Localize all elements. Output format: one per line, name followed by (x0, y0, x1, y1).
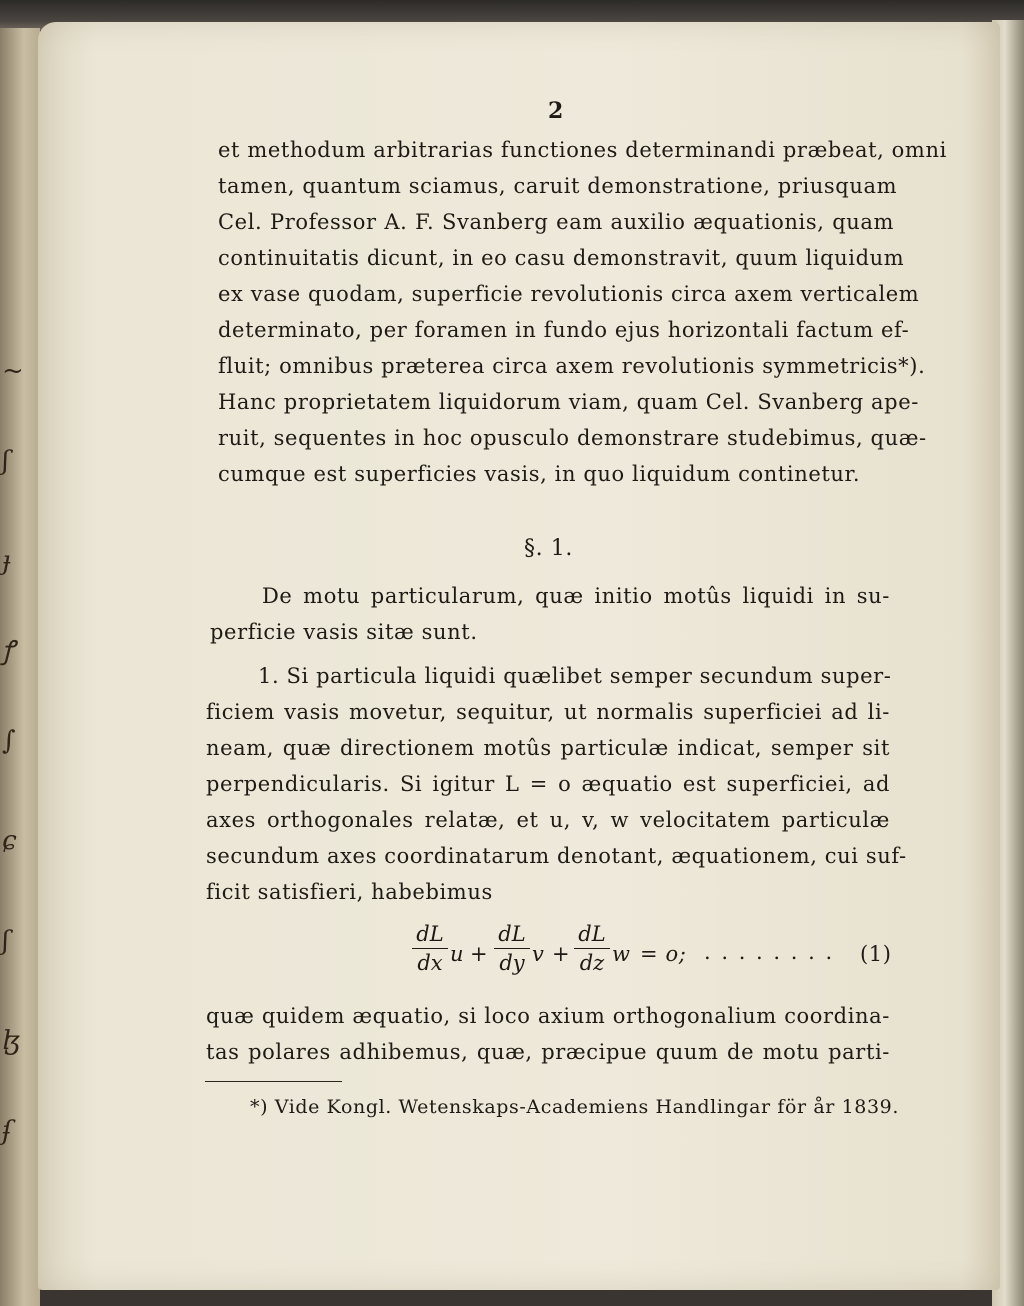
leader-dots: . . . . . . . . (704, 940, 835, 964)
paragraph-line: neam, quæ directionem motûs particulæ indicat, semper sit (206, 736, 890, 760)
denominator: dy (499, 951, 525, 975)
handwriting-mark: ʄ (2, 1116, 12, 1146)
body-line: quæ quidem æquatio, si loco axium orthogonalium coordina- (206, 1004, 890, 1028)
numerator: dL (494, 922, 530, 949)
fraction-dL-dy (494, 922, 530, 975)
section-title-line: De motu particularum, quæ initio motûs liquidi in su- (262, 584, 890, 608)
paragraph-line: 1. Si particula liquidi quælibet semper secundum super- (258, 664, 892, 688)
fraction-dL-dz (574, 922, 610, 975)
body-line: et methodum arbitrarias functiones determinandi præbeat, omni (218, 138, 947, 162)
body-line: determinato, per foramen in fundo ejus horizontali factum ef- (218, 318, 910, 342)
body-line: cumque est superficies vasis, in quo liquidum continetur. (218, 462, 861, 486)
body-line: Hanc proprietatem liquidorum viam, quam Cel. Svanberg ape- (218, 390, 919, 414)
handwriting-mark: ɟ (2, 546, 11, 576)
paragraph-line: axes orthogonales relatæ, et u, v, w velocitatem particulæ (206, 808, 890, 832)
handwriting-mark: ∫ (2, 726, 16, 756)
paragraph-line: secundum axes coordinatarum denotant, æquationem, cui suf- (206, 844, 907, 868)
section-heading: §. 1. (524, 536, 573, 561)
body-line: tamen, quantum sciamus, caruit demonstratione, priusquam (218, 174, 898, 198)
handwriting-mark: ~ (2, 356, 24, 386)
paragraph-line: perpendicularis. Si igitur L = o æquatio est superficiei, ad (206, 772, 890, 796)
body-line: tas polares adhibemus, quæ, præcipue quum de motu parti- (206, 1040, 890, 1064)
fraction-dL-dx (412, 922, 448, 975)
previous-page-edge (0, 28, 40, 1306)
equation-rhs: = o; (640, 942, 687, 966)
page-number: 2 (548, 98, 564, 124)
variable-u: u (450, 942, 465, 966)
footnote-rule (205, 1081, 342, 1082)
body-line: fluit; omnibus præterea circa axem revolutionis symmetricis*). (218, 354, 926, 378)
denominator: dx (417, 951, 443, 975)
body-line: continuitatis dicunt, in eo casu demonstravit, quum liquidum (218, 246, 905, 270)
paragraph-line: ficiem vasis movetur, sequitur, ut normalis superficiei ad li- (206, 700, 890, 724)
variable-v: v (532, 942, 545, 966)
handwriting-mark: ɮ (2, 1026, 21, 1056)
paragraph-line: ficit satisfieri, habebimus (206, 880, 493, 904)
body-line: ex vase quodam, superficie revolutionis circa axem verticalem (218, 282, 920, 306)
section-title-line: perficie vasis sitæ sunt. (210, 620, 478, 644)
footnote: *) Vide Kongl. Wetenskaps-Academiens Handlingar för år 1839. (250, 1096, 899, 1118)
handwriting-mark: ʃ (2, 926, 10, 956)
body-line: Cel. Professor A. F. Svanberg eam auxilio æquationis, quam (218, 210, 894, 234)
handwriting-mark: ʃ (2, 446, 10, 476)
handwriting-mark: ɕ (2, 826, 17, 856)
numerator: dL (574, 922, 610, 949)
body-line: ruit, sequentes in hoc opusculo demonstrare studebimus, quæ- (218, 426, 927, 450)
numerator: dL (412, 922, 448, 949)
variable-w: w (612, 942, 631, 966)
handwriting-mark: ꝭ (2, 636, 15, 666)
plus-sign: + (470, 942, 489, 966)
denominator: dz (579, 951, 605, 975)
plus-sign: + (552, 942, 571, 966)
equation-label: (1) (860, 942, 892, 966)
